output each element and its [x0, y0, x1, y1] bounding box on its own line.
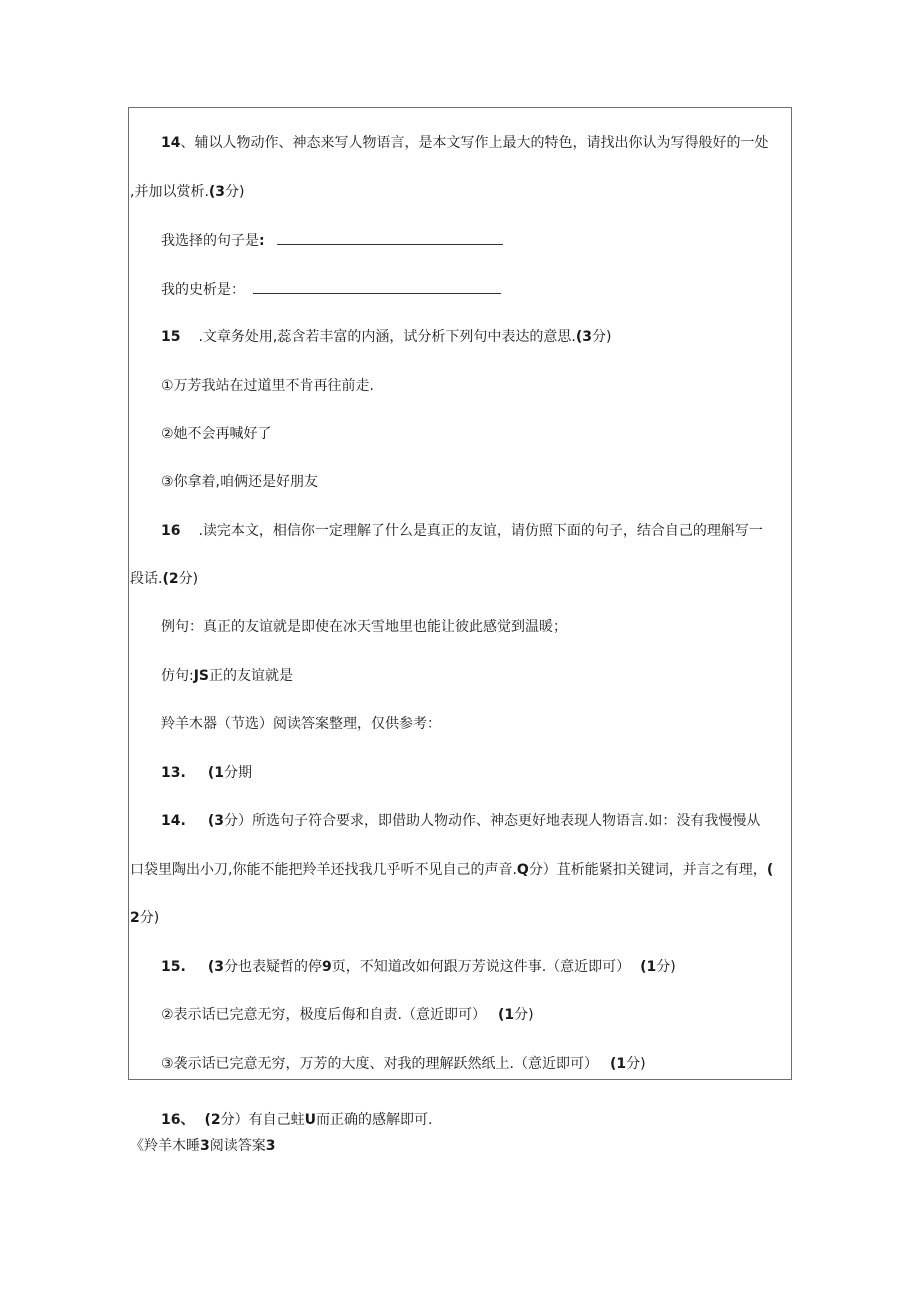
q14-sentence-row: [161, 230, 503, 251]
footer-title-end: 3: [265, 1138, 276, 1154]
answer-15-item-2-unit: 分): [514, 1007, 534, 1023]
q14-line-1: [161, 133, 768, 153]
answer-16: [161, 1110, 432, 1130]
answer-14-text-2a: 口袋里陶出小刀,你能不能把羚羊还找我几乎听不见自己的声音.: [130, 862, 517, 878]
q16-example: 例句：真正的友谊就是即使在冰天雪地里也能让彼此感觉到温暖；: [161, 619, 567, 635]
answer-15-line-1: [161, 957, 676, 977]
answer-13-score: (1: [207, 765, 224, 781]
q15-text: .文章务处用,蕊含若丰富的内涵，试分析下列句中表达的意思.: [198, 329, 576, 345]
answer-15-item-2-text: ②表示话已完意无穷，极度后侮和自责.（意近即可）: [161, 1007, 486, 1023]
answer-14-q: Q: [516, 862, 529, 878]
q14-sentence-colon: :: [259, 233, 265, 249]
answer-14-text-2b: 分）苴析能紧扣关键词，并言之有理，: [528, 862, 767, 878]
answer-16-text-1: 分）有自己蛀: [220, 1112, 305, 1128]
document-frame: [128, 107, 792, 1080]
answer-15-text-1: 分也表疑哲的停: [223, 959, 322, 975]
answer-14-score-end-unit: 分): [139, 910, 160, 926]
q16-line-2: [130, 569, 198, 589]
footer-title-three: 3: [200, 1138, 210, 1154]
answer-16-text-2: 而正确的感解即可.: [316, 1112, 433, 1128]
answer-13: [161, 763, 252, 783]
q14-analysis-row: [161, 279, 501, 300]
q15-item-3: ③你拿着,咱俩还是好朋友: [161, 474, 319, 490]
answer-15-item-2-points: (1: [498, 1007, 515, 1023]
q14-text-1: 、辅以人物动作、神态来写人物语言，是本文写作上最大的特色，请找出你认为写得般好的一处: [180, 135, 769, 151]
footer-title-prefix: 《羚羊木睡: [130, 1138, 200, 1154]
q16-line-1: [161, 521, 763, 541]
answer-15-points-unit: 分): [656, 959, 676, 975]
q16-text-2: 段话.: [130, 571, 163, 587]
q15-score: (3: [575, 329, 592, 345]
q16-imitate-js: JS: [193, 668, 210, 684]
answer-14-line-2: [130, 860, 773, 880]
q15-line: [161, 327, 611, 347]
q14-line-2: [130, 182, 245, 202]
q14-number: 14: [161, 135, 181, 151]
answer-13-number: 13.: [161, 765, 186, 781]
q14-analysis-label: 我的史析是：: [161, 282, 245, 298]
q15-item-2: ②她不会再喊好了: [161, 426, 272, 442]
answers-title: 羚羊木器（节选）阅读答案整理，仅供参考：: [161, 716, 441, 732]
answer-16-number: 16、: [161, 1112, 195, 1128]
answer-16-score: (2: [204, 1112, 221, 1128]
q14-sentence-label: 我选择的句子是: [161, 233, 259, 249]
answer-14-score: (3: [207, 813, 224, 829]
answer-14-text-1: 分）所选句子符合要求，即借助人物动作、神态更好地表现人物语言.如：没有我慢慢从: [223, 813, 761, 829]
answer-15-item-3-points: (1: [610, 1056, 627, 1072]
answer-15-number: 15.: [161, 959, 186, 975]
q15-item-1: ①万芳我站在过道里不肯再往前走.: [161, 378, 375, 394]
answer-13-unit: 分期: [223, 765, 252, 781]
q16-text-1: .读完本文，相信你一定理解了什么是真正的友谊，请仿照下面的句子，结合自己的理斛写一: [198, 523, 763, 539]
q15-number: 15: [161, 329, 181, 345]
answer-14-score-end: 2: [130, 910, 140, 926]
footer-title: [130, 1136, 276, 1156]
answer-15-item-3: [161, 1054, 646, 1074]
q14-text-2: ,并加以赏析.: [130, 184, 209, 200]
answer-15-nine: 9: [321, 959, 332, 975]
answer-14-line-1: [161, 811, 760, 831]
q16-score: (2: [162, 571, 179, 587]
answer-14-line-3: [130, 908, 159, 928]
answer-15-text-2: 页，不知道改如何跟万芳说这件事.（意近即可）: [331, 959, 631, 975]
answer-15-points: (1: [640, 959, 657, 975]
q16-imitate-prefix: 仿句:: [161, 668, 194, 684]
q16-imitate: [161, 666, 293, 686]
q14-score-unit: 分): [225, 184, 245, 200]
analysis-answer-blank[interactable]: [253, 279, 501, 294]
sentence-answer-blank[interactable]: [277, 230, 503, 245]
footer-title-mid: 阅读答案: [209, 1138, 266, 1154]
answer-14-paren: (: [766, 862, 774, 878]
answer-15-item-3-text: ③袭示话已完意无穷，万芳的大度、对我的理解跃然纸上.（意近即可）: [161, 1056, 598, 1072]
q16-score-unit: 分): [178, 571, 199, 587]
q14-score: (3: [208, 184, 226, 200]
answer-14-number: 14.: [161, 813, 186, 829]
answer-15-score: (3: [207, 959, 224, 975]
answer-15-item-3-unit: 分): [626, 1056, 646, 1072]
q16-number: 16: [161, 523, 181, 539]
answer-15-item-2: [161, 1005, 534, 1025]
q15-score-unit: 分): [591, 329, 612, 345]
q16-imitate-rest: 正的友谊就是: [209, 668, 294, 684]
answer-16-u: U: [304, 1112, 316, 1128]
